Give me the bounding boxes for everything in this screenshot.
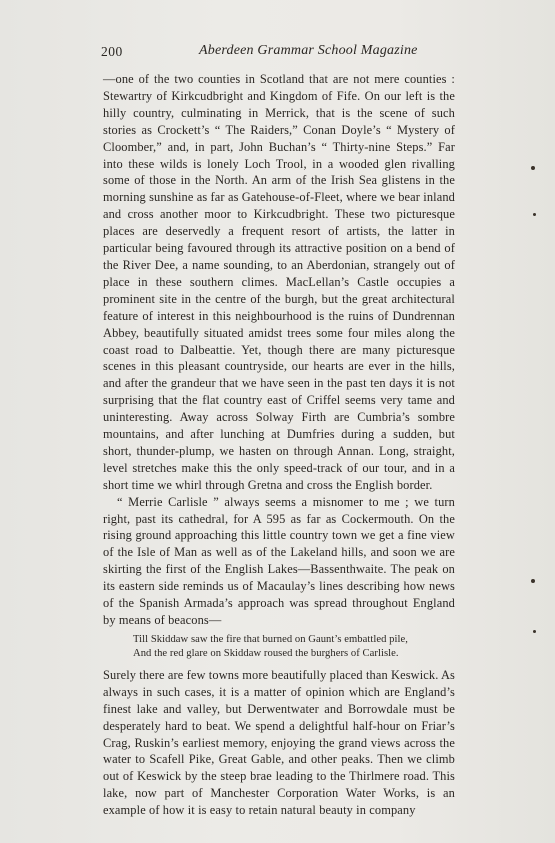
paragraph: Surely there are few towns more beautifully placed than Keswick. As always in such cases, it is a matter of opinion which are England’s finest lake and valley, but Derwentwater and Borrowdale must be desperately hard to beat. We spend a delightful half-hour on Friar’s Crag, Ruskin’s earliest memory, enjoying the grand views across the water to Scafell Pike, Great Gable, and other peaks. Then we climb out of Keswick by the steep brae leading to the Thirlmere road. This lake, now part of Manchester Corporation Water Works, is an example of how it is easy to retain natural beauty in company	[103, 667, 455, 818]
paragraph: —one of the two counties in Scotland that are not mere counties : Stewartry of Kirkcudbright and Kingdom of Fife. On our left is the hilly country, culminating in Merrick, that is the scene of such stories as Crockett’s “ The Raiders,” Conan Doyle’s “ Mystery of Cloomber,” and, in part, John Buchan’s “ Thirty-nine Steps.” Far into these wilds is lonely Loch Trool, in a wooded glen rivalling some of those in the North. An arm of the Irish Sea glistens in the morning sunshine as far as Gatehouse-of-Fleet, where we bear inland and cross another moor to Kirkcudbright. These two picturesque places are deservedly a frequent resort of artists, the latter in particular being favoured through its attractive position on a bend of the River Dee, a name sounding, to an Aberdonian, strangely out of place in these southern climes. MacLellan’s Castle occupies a prominent site in the centre of the burgh, but the great architectural feature of interest in this neighbourhood is the ruins of Dundrennan Abbey, beautifully situated amidst trees some four miles along the coast road to Dalbeattie. Yet, though there are many picturesque scenes in this pleasant countryside, our hearts are ever in the hills, and after the grandeur that we have seen in the past ten days it is not surprising that the flat country east of Criffel seems very tame and uninteresting. Away across Solway Firth are Cumbria’s sombre mountains, and after lunching at Dumfries during a sudden, but short, thunder-plump, we hasten on through Annan. Long, straight, level stretches make this the only speed-track of our tour, and in a short time we whirl through Gretna and cross the English border.	[103, 72, 455, 492]
running-title: Aberdeen Grammar School Magazine	[199, 43, 418, 58]
binding-hole-mark	[531, 579, 535, 583]
verse-quotation	[103, 633, 455, 661]
verse-line: Till Skiddaw saw the fire that burned on Gaunt’s embattled pile,	[133, 633, 408, 645]
binding-hole-mark	[531, 166, 535, 170]
binding-hole-mark	[533, 213, 536, 216]
page-number: 200	[101, 44, 123, 59]
verse-line: And the red glare on Skiddaw roused the burghers of Carlisle.	[133, 647, 399, 659]
binding-hole-mark	[533, 630, 536, 633]
article-body	[103, 71, 455, 819]
paragraph: “ Merrie Carlisle ” always seems a misnomer to me ; we turn right, past its cathedral, for A 595 as far as Cockermouth. On the rising ground approaching this little country town we get a fine view of the Isle of Man as well as of the Lakeland hills, and soon we are skirting the first of the English Lakes—Bassenthwaite. The peak on its eastern side reminds us of Macaulay’s lines describing how news of the Spanish Armada’s approach was spread throughout England by means of beacons—	[103, 494, 455, 627]
page-header	[101, 44, 481, 62]
